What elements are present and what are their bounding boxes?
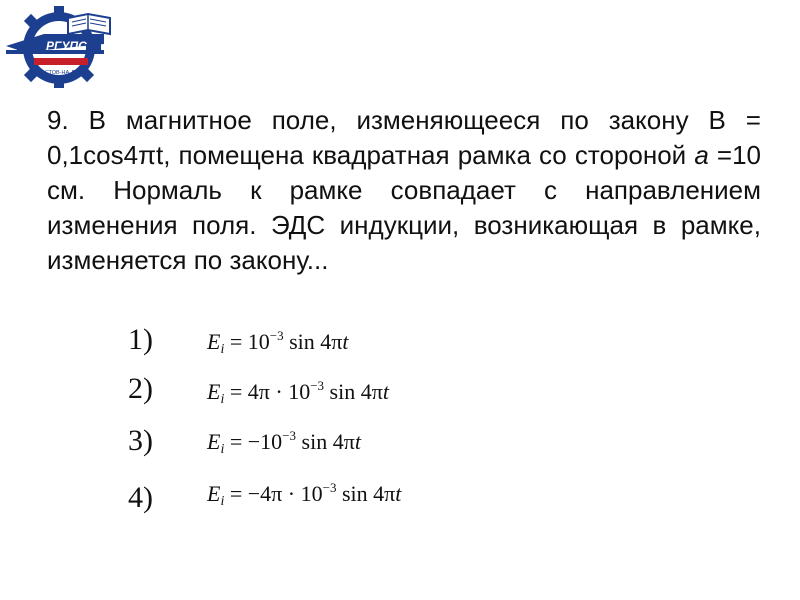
logo-ring-text: РОСТОВ-НА-ДОНУ [37,70,87,76]
answer-2-number[interactable]: 2) [128,372,153,405]
answer-2-formula[interactable]: $E_i = 4\pi \cdot 10^{-3}$ sin 4πt [207,378,389,407]
answer-1-formula[interactable]: $E_i = 10^{-3}$ sin 4πt [207,328,349,357]
question-text-part2: =10 см. Нормаль к рамке совпадает с направлением изменения поля. ЭДС индукции, возникающая в рамке, изменяется по закону... [47,140,762,275]
answer-4-formula[interactable]: $E_i = -4\pi \cdot 10^{-3}$ sin 4πt [207,480,402,509]
answer-4-number[interactable]: 4) [128,481,153,514]
question-text-part1: 9. В магнитное поле, изменяющееся по закону B = 0,1cos4πt, помещена квадратная рамка со стороной [47,105,761,170]
question-variable: a [694,140,709,170]
answer-3-formula[interactable]: $E_i = -10^{-3}$ sin 4πt [207,428,361,457]
answer-1-number[interactable]: 1) [128,323,153,356]
answer-3-number[interactable]: 3) [128,424,153,457]
logo-text: РГУПС [46,39,87,53]
